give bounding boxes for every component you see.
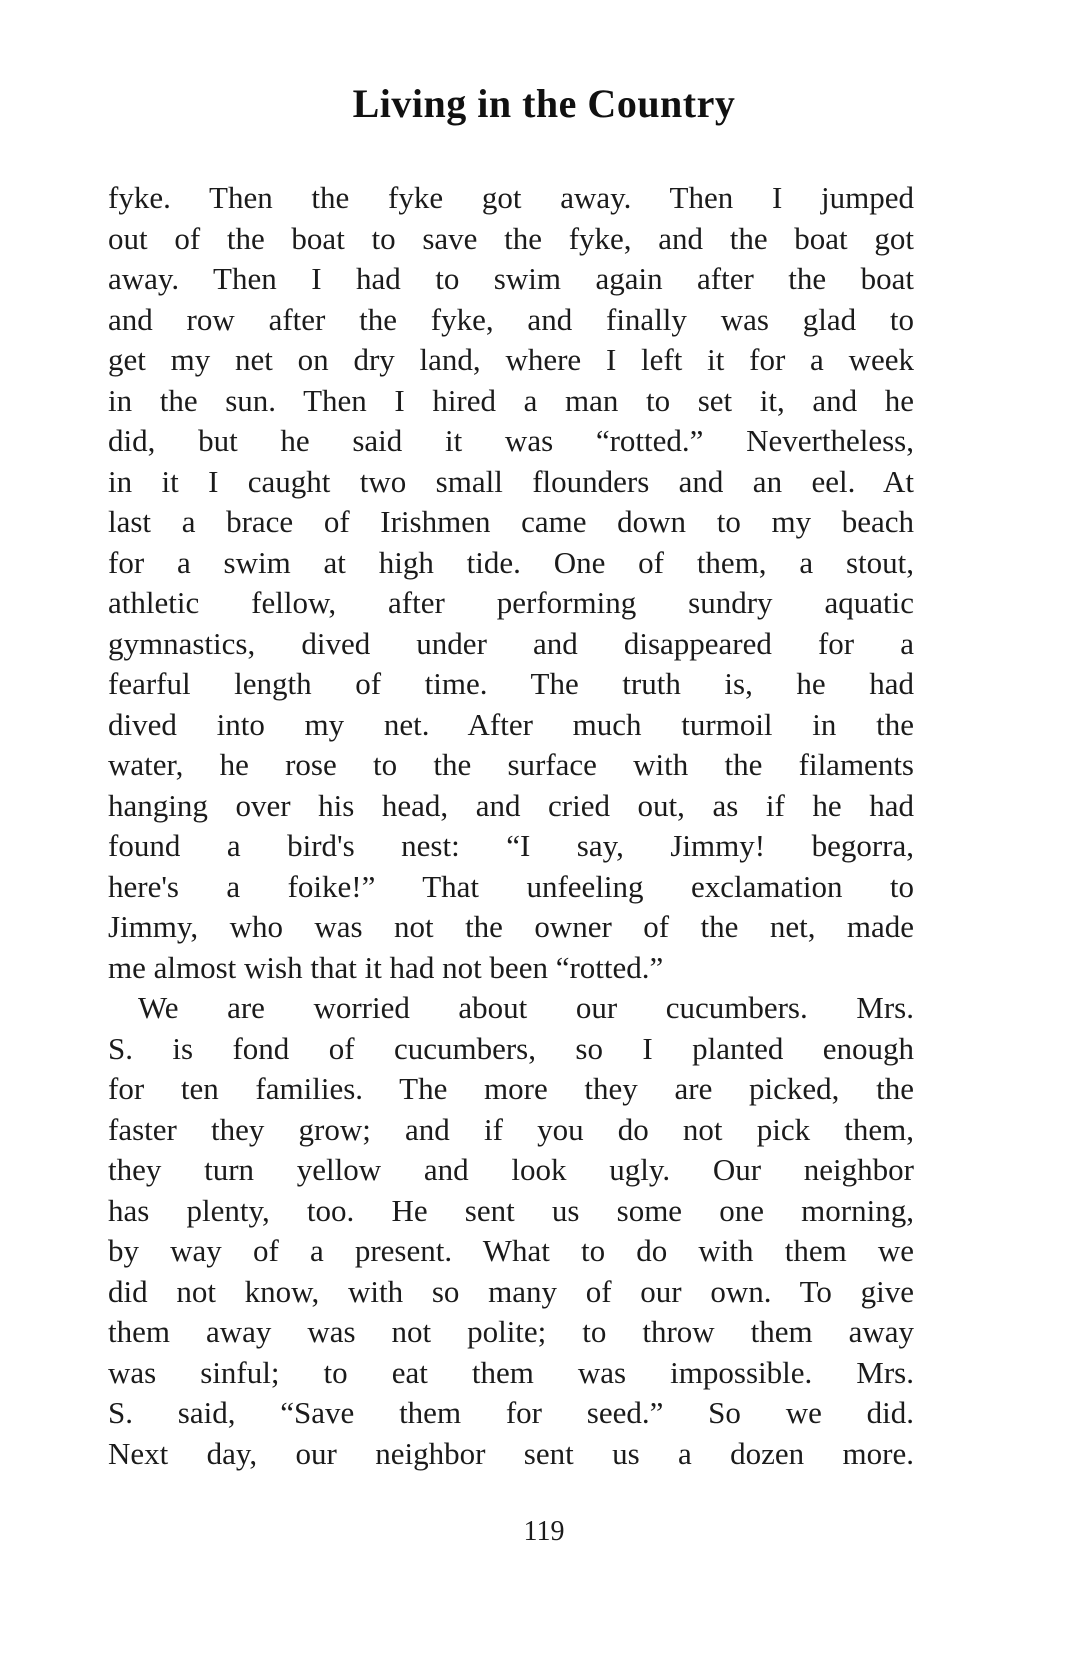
text-line: away. Then I had to swim again after the boat — [108, 261, 914, 296]
text-line: faster they grow; and if you do not pick them, — [108, 1111, 914, 1147]
text-line: by way of a present. What to do with them we — [108, 1233, 914, 1268]
text-line: fyke. Then the fyke got away. Then I jumped — [108, 180, 914, 215]
text-line: athletic fellow, after performing sundry aquatic — [108, 585, 914, 620]
text-line: and row after the fyke, and finally was glad to — [108, 301, 914, 337]
text-line: We are worried about our cucumbers. Mrs. — [138, 990, 914, 1025]
text-line: was sinful; to eat them was impossible. Mrs. — [108, 1354, 914, 1390]
text-line: gymnastics, dived under and disappeared for a — [108, 625, 914, 661]
text-line: hanging over his head, and cried out, as if he had — [108, 787, 914, 823]
running-head: Living in the Country — [352, 81, 736, 126]
text-line: get my net on dry land, where I left it for a week — [108, 342, 914, 377]
text-line: dived into my net. After much turmoil in the — [108, 706, 914, 742]
text-line: in it I caught two small flounders and an eel. At — [108, 463, 914, 499]
text-line: Jimmy, who was not the owner of the net, made — [108, 909, 914, 944]
text-line: S. said, “Save them for seed.” So we did. — [108, 1395, 914, 1430]
text-line: them away was not polite; to throw them away — [108, 1314, 914, 1349]
text-line: last a brace of Irishmen came down to my beach — [108, 504, 914, 539]
body-text — [108, 178, 914, 1474]
text-line: for a swim at high tide. One of them, a stout, — [108, 544, 914, 580]
text-line: me almost wish that it had not been “rotted.” — [108, 949, 664, 985]
text-line: has plenty, too. He sent us some one morning, — [108, 1192, 914, 1228]
paragraph-2 — [108, 988, 914, 1474]
paragraph-1 — [108, 178, 914, 988]
text-line: did, but he said it was “rotted.” Nevertheless, — [108, 423, 914, 458]
text-line: Next day, our neighbor sent us a dozen more. — [108, 1435, 914, 1471]
text-line: out of the boat to save the fyke, and the boat got — [108, 220, 914, 256]
page-number: 119 — [523, 1516, 565, 1547]
text-line: did not know, with so many of our own. To give — [108, 1273, 914, 1309]
text-line: water, he rose to the surface with the filaments — [108, 747, 914, 782]
text-line: in the sun. Then I hired a man to set it, and he — [108, 382, 914, 418]
text-line: they turn yellow and look ugly. Our neighbor — [108, 1152, 914, 1187]
text-line: for ten families. The more they are picked, the — [108, 1071, 914, 1106]
text-line: found a bird's nest: “I say, Jimmy! begorra, — [108, 828, 914, 863]
text-line: fearful length of time. The truth is, he had — [108, 666, 914, 701]
text-line: S. is fond of cucumbers, so I planted enough — [108, 1030, 914, 1066]
text-line: here's a foike!” That unfeeling exclamation to — [108, 868, 914, 904]
